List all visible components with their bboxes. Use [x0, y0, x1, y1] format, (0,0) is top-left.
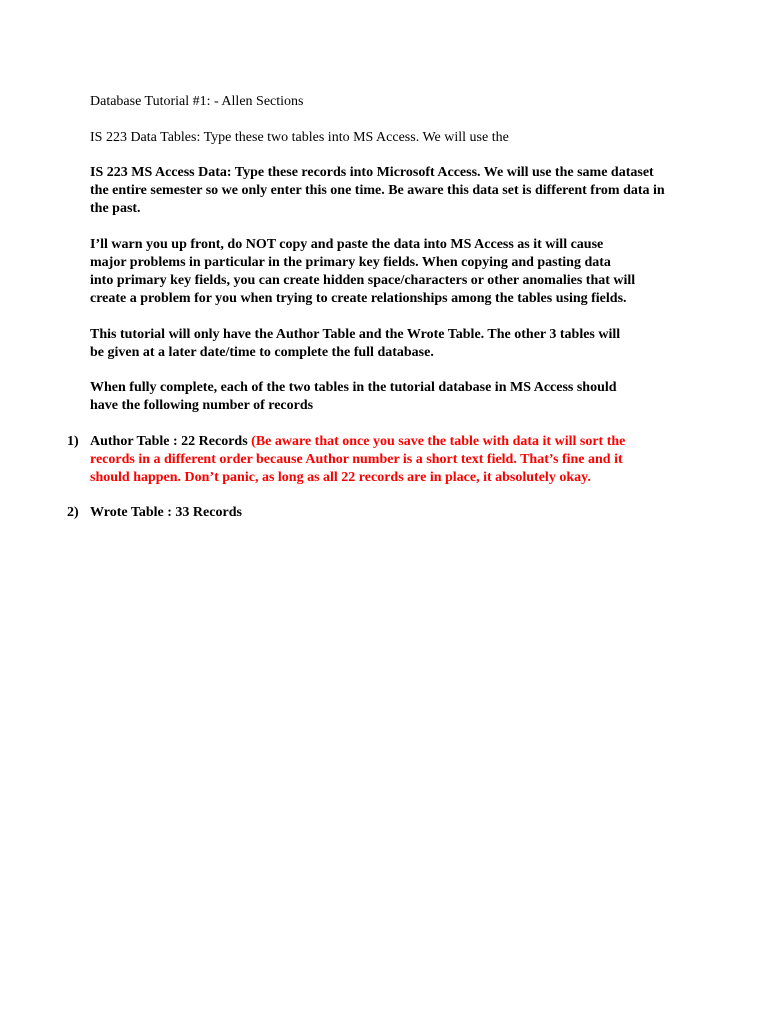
- dataset-paragraph: IS 223 MS Access Data: Type these records into Microsoft Access. We will use the same dataset the entire semester so we only enter this one time. Be aware this data set is different from data in the past.: [90, 165, 665, 216]
- list-item-body: [90, 433, 730, 487]
- list-item: [67, 504, 727, 522]
- list-item-number: 1): [67, 434, 79, 449]
- author-table-label: Author Table : 22 Records: [90, 434, 252, 449]
- intro-line: IS 223 Data Tables: Type these two tables into MS Access. We will use the: [90, 130, 509, 145]
- list-item: [67, 433, 727, 487]
- author-table-note: (Be aware that once you save the table with data it will sort the records in a different order because Author number is a short text field. That’s fine and it should happen. Don’t panic, as long as all 22 records are in place, it absolutely okay.: [90, 434, 626, 485]
- list-item-body: [90, 504, 730, 522]
- warning-paragraph: I’ll warn you up front, do NOT copy and paste the data into MS Access as it will cause major problems in particular in the primary key fields. When copying and pasting data into primary key fields, you can create hidden space/characters or other anomalies that will create a problem for you when trying to create relationships among the tables using fields.: [90, 237, 636, 306]
- document-heading: Database Tutorial #1: - Allen Sections: [90, 94, 304, 109]
- tutorial-scope-paragraph: This tutorial will only have the Author Table and the Wrote Table. The other 3 tables will be given at a later date/time to complete the full database.: [90, 327, 621, 360]
- record-count-paragraph: When fully complete, each of the two tables in the tutorial database in MS Access should have the following number of records: [90, 380, 617, 413]
- list-item-number: 2): [67, 505, 79, 520]
- wrote-table-label: Wrote Table : 33 Records: [90, 505, 242, 520]
